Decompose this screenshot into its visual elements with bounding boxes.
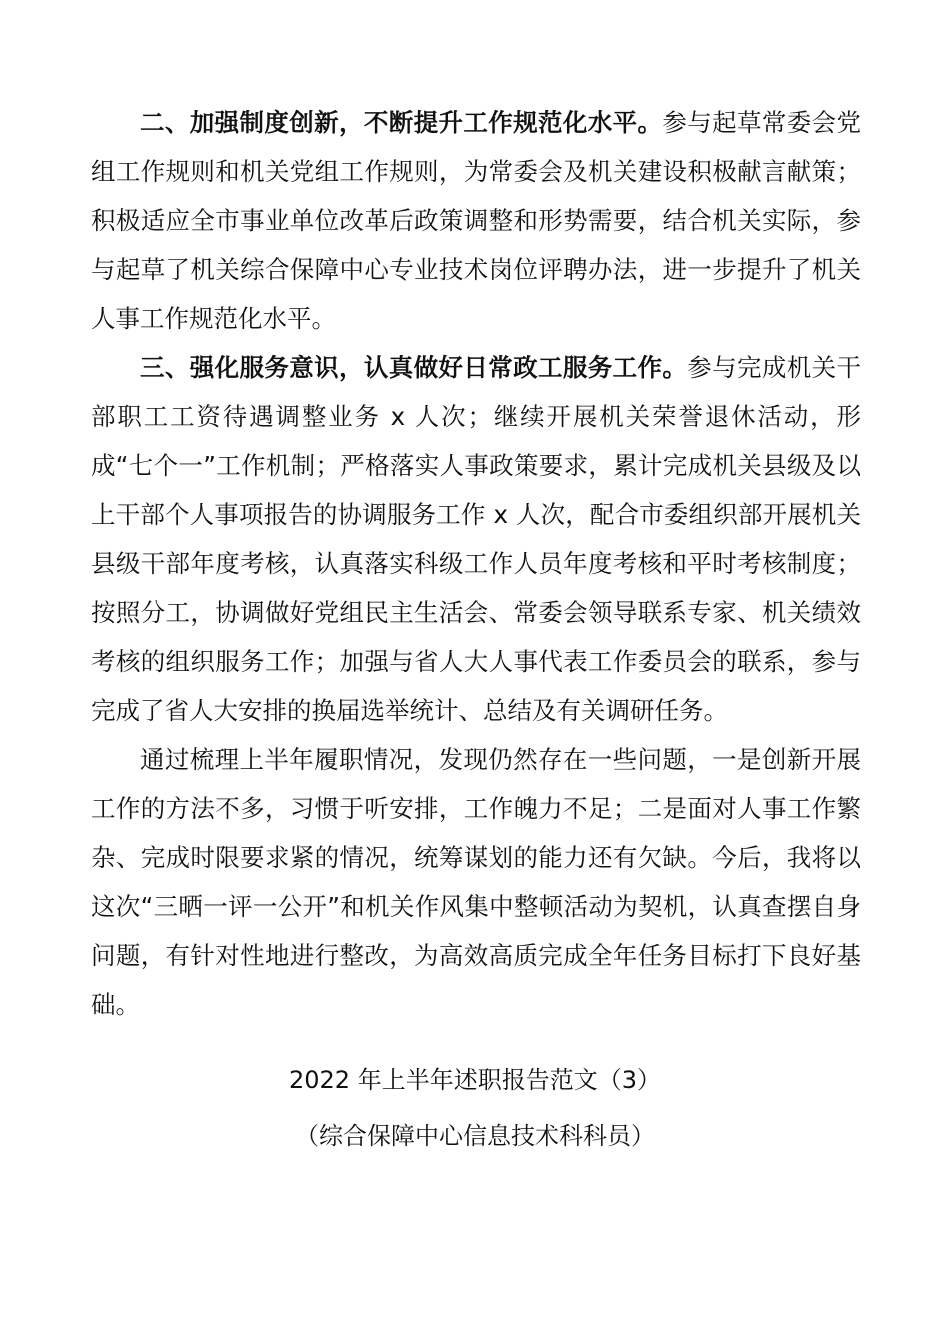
paragraph-text: 参与完成机关干部职工工资待遇调整业务 x 人次；继续开展机关荣誉退休活动，形成“七个一”工作机制；严格落实人事政策要求，累计完成机关县级及以上干部个人事项报告的协调服务工作 x 人次，配合市委组织部开展机关县级干部年度考核，认真落实科级工作人员年度考核和平时考核制度；按照分工，协调做好党组民主生活会、常委会领导联系专家、机关绩效考核的组织服务工作；加强与省人大人事代表工作委员会的联系，参与完成了省人大安排的换届选举统计、总结及有关调研任务。 [91,353,861,725]
paragraph-summary [91,735,861,1029]
paragraph-service-awareness [91,343,861,735]
section-title: 2022 年上半年述职报告范文（3） [289,1066,661,1094]
section-subtitle: （综合保障中心信息技术科科员） [295,1122,655,1150]
paragraph-text: 参与起草常委会党组工作规则和机关党组工作规则，为常委会及机关建设积极献言献策；积极适应全市事业单位改革后政策调整和形势需要，结合机关实际，参与起草了机关综合保障中心专业技术岗位评聘办法，进一步提升了机关人事工作规范化水平。 [91,108,861,333]
document-body [91,98,861,1029]
paragraph-heading: 三、强化服务意识，认真做好日常政工服务工作。 [140,353,688,382]
paragraph-system-innovation [91,98,861,343]
paragraph-heading: 二、加强制度创新，不断提升工作规范化水平。 [140,108,663,137]
paragraph-text: 通过梳理上半年履职情况，发现仍然存在一些问题，一是创新开展工作的方法不多，习惯于听安排，工作魄力不足；二是面对人事工作繁杂、完成时限要求紧的情况，统筹谋划的能力还有欠缺。今后，我将以这次“三晒一评一公开”和机关作风集中整顿活动为契机，认真查摆自身问题，有针对性地进行整改，为高效高质完成全年任务目标打下良好基础。 [91,745,861,1019]
